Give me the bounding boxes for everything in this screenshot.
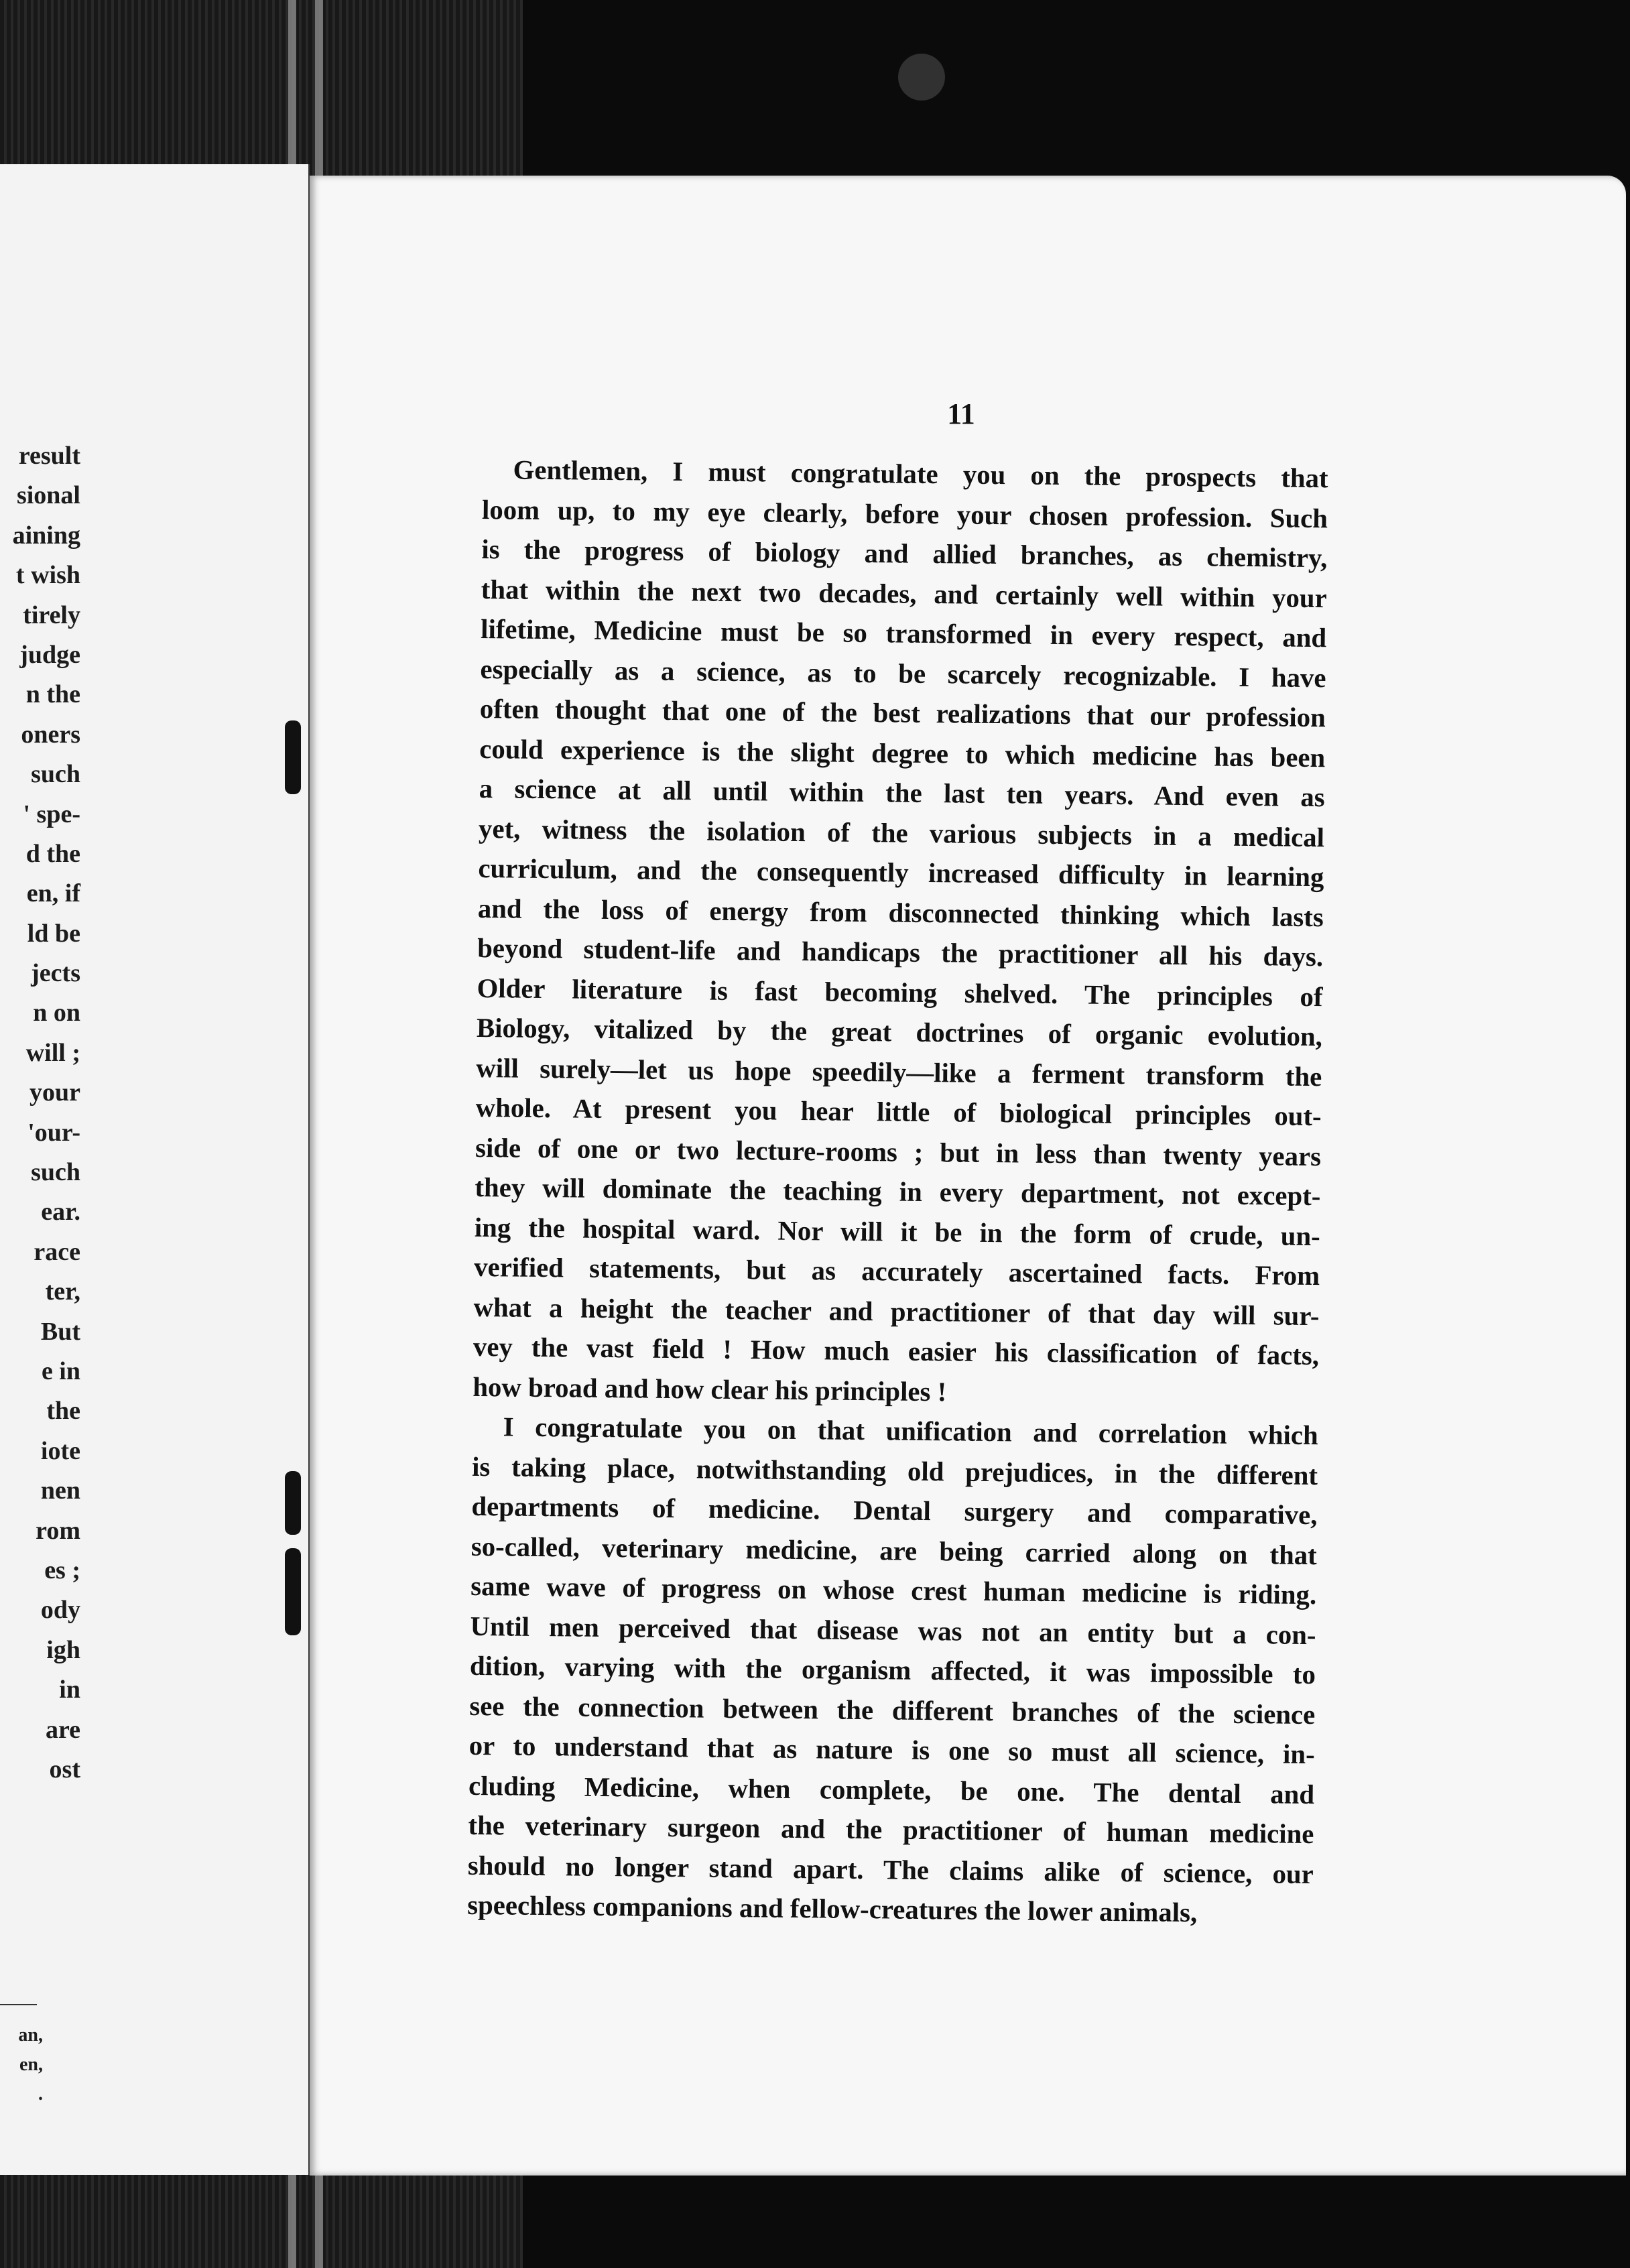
left-page-line: ' spe- — [23, 800, 80, 828]
left-page-line: will ; — [25, 1038, 80, 1067]
paragraph1-line: Older literature is fast becoming shelved. The principles of — [477, 972, 1323, 1012]
left-page-line: tirely — [23, 601, 80, 629]
paragraph1-line: lifetime, Medicine must be so transformed in every respect, and — [480, 613, 1327, 653]
paragraph1-line: ing the hospital ward. Nor will it be in the form of crude, un- — [474, 1212, 1321, 1251]
paragraph2-line: is taking place, notwithstanding old prejudices, in the different — [471, 1451, 1318, 1491]
left-page-line: n on — [33, 999, 80, 1027]
left-page-line: e in — [41, 1357, 80, 1385]
left-page-line: your — [29, 1078, 80, 1107]
paragraph1-line: often thought that one of the best realizations that our profession — [479, 693, 1326, 733]
paragraph2-line: see the connection between the different branches of the science — [469, 1690, 1316, 1730]
left-page-footnote — [0, 2021, 43, 2109]
paragraph1-line: especially as a science, as to be scarcely recognizable. I have — [480, 653, 1326, 693]
left-page-line: rom — [36, 1516, 80, 1545]
paragraph1-line: side of one or two lecture-rooms ; but in less than twenty years — [475, 1132, 1322, 1172]
paragraph1-line: beyond student-life and handicaps the practitioner all his days. — [477, 932, 1324, 972]
scan-speck — [898, 54, 945, 101]
paragraph1-line: and the loss of energy from disconnected thinking which lasts — [477, 893, 1324, 932]
paragraph2-line: or to understand that as nature is one so must all science, in- — [468, 1730, 1315, 1770]
left-page-line: nen — [40, 1476, 80, 1505]
paragraph1-line: is the progress of biology and allied branches, as chemistry, — [481, 533, 1328, 574]
paragraph1-line: what a height the teacher and practitioner of that day will sur- — [473, 1292, 1320, 1331]
paragraph2-line: should no longer stand apart. The claims alike of science, our — [467, 1850, 1314, 1889]
paragraph1-line: will surely—let us hope speedily—like a ferment transform the — [476, 1052, 1322, 1092]
paragraph1-line: vey the vast field ! How much easier his classification of facts, — [473, 1331, 1320, 1371]
binding-stain — [285, 1548, 301, 1635]
right-page — [310, 176, 1626, 2176]
paragraph2-line: departments of medicine. Dental surgery and comparative, — [471, 1491, 1318, 1531]
paragraph2-line: dition, varying with the organism affected, it was impossible to — [469, 1650, 1316, 1690]
paragraph2-line: cluding Medicine, when complete, be one. The dental and — [468, 1770, 1315, 1810]
left-page-line: sional — [16, 481, 80, 510]
paragraph1-line: that within the next two decades, and certainly well within your — [481, 574, 1327, 613]
paragraph1-line: verified statements, but as accurately ascertained facts. From — [473, 1251, 1320, 1292]
paragraph1-line: yet, witness the isolation of the various subjects in a medical — [478, 813, 1325, 853]
left-page-line: such — [31, 760, 80, 789]
paragraph1-line: curriculum, and the consequently increased difficulty in learning — [478, 853, 1324, 893]
left-page-line: such — [31, 1158, 80, 1187]
left-page-line: jects — [31, 959, 80, 988]
left-page — [0, 164, 310, 2175]
left-page-text-column — [0, 436, 80, 1789]
paragraph1-line: loom up, to my eye clearly, before your chosen profession. Such — [481, 494, 1328, 533]
left-page-line: race — [34, 1237, 80, 1266]
left-page-line: judge — [19, 640, 80, 669]
left-page-line: ld be — [27, 919, 80, 948]
paragraph1-line: Gentlemen, I must congratulate you on the prospects that — [513, 454, 1328, 494]
left-footnote-line: en, — [19, 2054, 43, 2075]
paragraph2-line: same wave of progress on whose crest human medicine is riding. — [471, 1570, 1317, 1611]
paragraph1-line: a science at all until within the last ten years. And even as — [479, 773, 1325, 813]
paragraph2-line: so-called, veterinary medicine, are being carried along on that — [471, 1531, 1318, 1570]
left-page-line: igh — [46, 1635, 80, 1664]
left-page-line: ody — [40, 1596, 80, 1625]
left-footnote-line: . — [38, 2084, 43, 2104]
left-page-line: But — [40, 1317, 80, 1346]
book-spine-top — [0, 0, 523, 191]
left-page-line: in — [59, 1676, 80, 1704]
paragraph2-line: I congratulate you on that unification and correlation which — [503, 1411, 1318, 1451]
spine-binding-thread — [315, 0, 323, 191]
paragraph2-line: the veterinary surgeon and the practitioner of human medicine — [468, 1810, 1314, 1850]
paragraph1-line: whole. At present you hear little of biological principles out- — [475, 1092, 1322, 1132]
binding-stain — [285, 1471, 301, 1535]
left-page-line: ter, — [45, 1277, 80, 1306]
left-page-line: d the — [25, 839, 80, 868]
paragraph1-line: could experience is the slight degree to which medicine has been — [479, 733, 1326, 773]
spine-binding-thread — [288, 0, 296, 191]
left-page-line: result — [18, 442, 80, 470]
paragraph1-line: they will dominate the teaching in every department, not except- — [475, 1172, 1321, 1212]
paragraph1-line: how broad and how clear his principles ! — [473, 1371, 947, 1407]
footnote-rule — [0, 2004, 37, 2005]
left-footnote-line: an, — [18, 2025, 43, 2045]
binding-stain — [285, 720, 301, 794]
left-page-line: the — [46, 1397, 80, 1426]
left-page-line: ear. — [41, 1198, 80, 1226]
body-text — [467, 450, 1328, 1934]
left-page-line: n the — [25, 680, 80, 709]
left-page-line: aining — [12, 521, 80, 550]
paragraph1-line: Biology, vitalized by the great doctrines of organic evolution, — [476, 1012, 1323, 1052]
left-page-line: es ; — [44, 1556, 80, 1584]
left-page-line: t wish — [15, 561, 80, 590]
left-page-line: en, if — [26, 879, 80, 908]
left-page-line: oners — [21, 720, 80, 749]
paragraph2-line: Until men perceived that disease was not an entity but a con- — [470, 1611, 1316, 1650]
page-number: 11 — [947, 397, 975, 430]
left-page-line: 'our- — [27, 1118, 80, 1147]
left-page-line: are — [45, 1715, 80, 1744]
left-page-line: ost — [49, 1755, 80, 1783]
left-page-line: iote — [40, 1436, 80, 1465]
paragraph2-line: speechless companions and fellow-creatures the lower animals, — [467, 1889, 1198, 1928]
